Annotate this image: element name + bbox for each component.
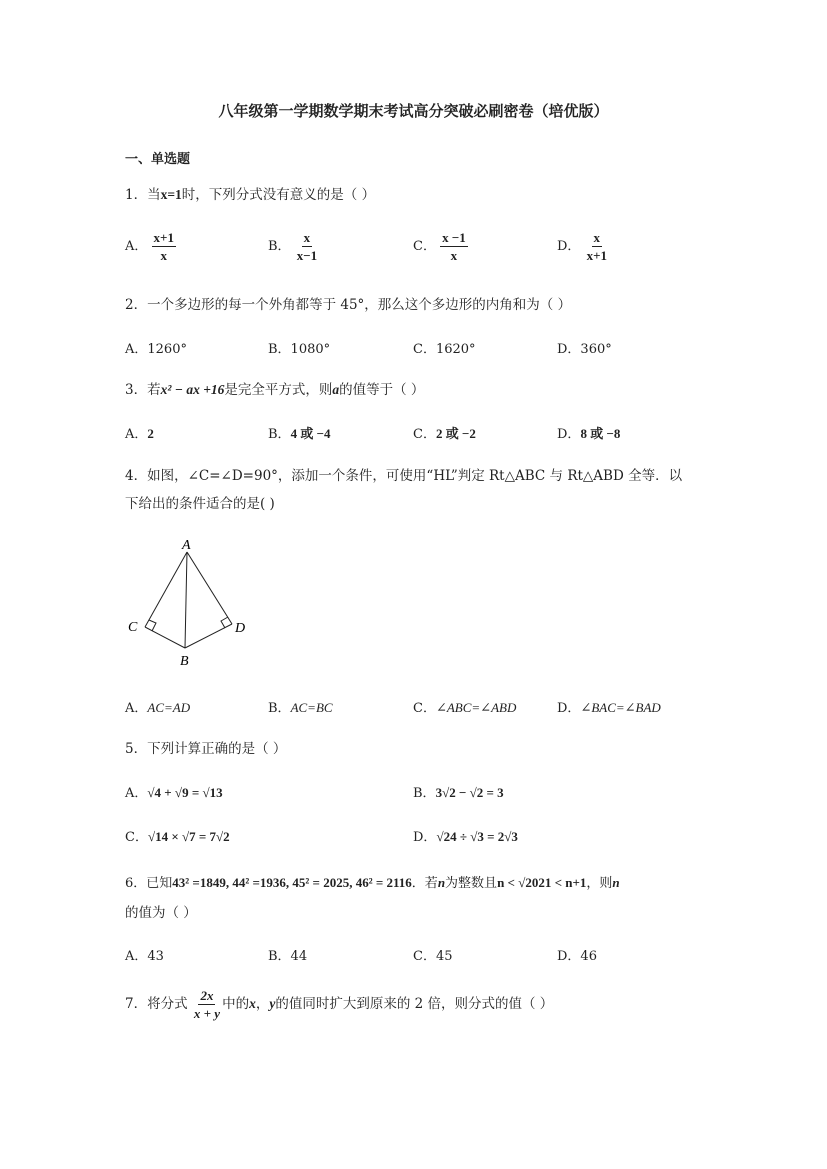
q4-option-a[interactable]: [125, 697, 190, 716]
q6-stem-var: n: [437, 875, 446, 890]
fraction: [152, 230, 176, 263]
q7-fraction: [192, 988, 222, 1021]
option-label: D．: [557, 427, 581, 442]
q7-var-x: x: [249, 996, 256, 1011]
q2-option-c[interactable]: C．1620°: [413, 342, 476, 357]
q4-option-d[interactable]: [557, 697, 661, 716]
question-6-line2: 的值为（ ）: [125, 905, 197, 921]
q6-option-c[interactable]: C．45: [413, 949, 453, 964]
option-label: D．: [413, 830, 437, 845]
option-label: D．: [557, 239, 581, 254]
question-7-stem: [125, 988, 553, 1021]
option-value: √14 × √7 = 7√2: [147, 829, 230, 844]
option-value: 8 或 −8: [580, 426, 621, 441]
option-value: AC=BC: [290, 700, 333, 715]
denominator: x+1: [586, 248, 607, 263]
fraction: [585, 230, 609, 263]
label-a: A: [182, 538, 191, 553]
q7-var-y: y: [269, 996, 276, 1011]
question-4-line1: 4．如图，∠C=∠D=90°，添加一个条件，可使用“HL”判定 Rt△ABC 与 Rt△ABD 全等．以: [125, 468, 683, 484]
q6-option-a[interactable]: A．43: [125, 949, 164, 964]
q7-stem-prefix: 7．将分式: [125, 996, 188, 1012]
q3-stem-var: a: [332, 382, 340, 397]
question-6-line1: [125, 872, 620, 891]
option-value: 3√2 − √2 = 3: [435, 785, 504, 800]
q3-stem-math: x² − ax +16: [160, 382, 225, 397]
q3-stem-mid: 是完全平方式，则: [224, 382, 333, 398]
q6-stem-inequality: n < √2021 < n+1: [497, 875, 587, 890]
q2-option-b[interactable]: B．1080°: [268, 342, 331, 357]
line-ac: [145, 552, 187, 627]
option-value: ∠ABC=∠ABD: [435, 700, 517, 715]
q1-stem-suffix: 时，下列分式没有意义的是（ ）: [181, 187, 376, 203]
q3-option-d[interactable]: [557, 423, 620, 442]
q6-option-b[interactable]: B．44: [268, 949, 308, 964]
option-label: A．: [125, 239, 148, 254]
option-label: C．: [413, 427, 436, 442]
q5-option-c[interactable]: [125, 826, 230, 845]
q3-stem-suffix: 的值等于（ ）: [339, 382, 425, 398]
option-value: ∠BAC=∠BAD: [580, 700, 661, 715]
q6-stem-math: 43² =1849, 44² =1936, 45² = 2025, 46² = 2116: [172, 875, 412, 890]
denominator: x + y: [193, 1006, 221, 1021]
q1-option-d[interactable]: [557, 230, 609, 263]
option-value: √4 + √9 = √13: [147, 785, 223, 800]
option-label: B．: [268, 239, 291, 254]
line-cb: [145, 627, 185, 648]
numerator: x: [303, 230, 311, 245]
option-label: A．: [125, 786, 148, 801]
q6-stem-mid3: ，则: [586, 876, 613, 891]
q6-stem-mid: ．若: [411, 876, 438, 891]
q2-option-d[interactable]: D．360°: [557, 342, 612, 357]
option-label: C．: [125, 830, 148, 845]
option-label: C．: [413, 701, 436, 716]
option-label: B．: [268, 427, 291, 442]
q5-option-a[interactable]: [125, 782, 223, 801]
label-c: C: [128, 620, 138, 635]
option-value: √24 ÷ √3 = 2√3: [436, 829, 518, 844]
q1-stem-math: x=1: [160, 187, 182, 202]
option-label: C．: [413, 239, 436, 254]
question-2-stem: 2．一个多边形的每一个外角都等于 45°，那么这个多边形的内角和为（ ）: [125, 297, 572, 313]
line-ab: [185, 552, 187, 648]
q5-option-b[interactable]: [413, 782, 504, 801]
denominator: x: [450, 248, 458, 263]
option-label: A．: [125, 427, 148, 442]
q6-stem-var2: n: [612, 875, 620, 890]
question-5-stem: 5．下列计算正确的是（ ）: [125, 741, 287, 757]
option-value: 2: [147, 426, 154, 441]
q1-option-b[interactable]: [268, 230, 319, 263]
option-label: D．: [557, 701, 581, 716]
q2-option-a[interactable]: A．1260°: [125, 342, 187, 357]
q1-stem-prefix: 1．当: [125, 187, 161, 203]
page-title: 八年级第一学期数学期末考试高分突破必刷密卷（培优版）: [218, 102, 609, 120]
line-ad: [187, 552, 232, 624]
option-label: A．: [125, 701, 148, 716]
question-3-stem: [125, 378, 424, 398]
q1-option-a[interactable]: [125, 230, 176, 263]
option-label: B．: [268, 701, 291, 716]
label-b: B: [180, 654, 189, 669]
fraction: [295, 230, 319, 263]
q6-stem-mid2: 为整数且: [445, 876, 498, 891]
option-label: B．: [413, 786, 436, 801]
section-heading: 一、单选题: [125, 152, 191, 167]
denominator: x: [160, 248, 167, 263]
q6-stem-prefix: 6．已知: [125, 876, 173, 891]
denominator: x−1: [296, 248, 318, 263]
question-4-line2: 下给出的条件适合的是( ): [125, 496, 275, 512]
triangle-figure: [120, 532, 260, 672]
q5-option-d[interactable]: [413, 826, 518, 845]
label-d: D: [235, 621, 246, 636]
q7-comma: ，: [255, 996, 270, 1012]
numerator: x: [593, 230, 601, 245]
numerator: x+1: [153, 230, 174, 245]
q1-option-c[interactable]: [413, 230, 468, 263]
q4-option-c[interactable]: [413, 697, 516, 716]
q3-stem-prefix: 3．若: [125, 382, 161, 398]
q6-option-d[interactable]: D．46: [557, 949, 597, 964]
question-1-stem: [125, 183, 375, 203]
q3-option-c[interactable]: [413, 423, 476, 442]
numerator: x −1: [442, 230, 466, 245]
q3-option-b[interactable]: [268, 423, 330, 442]
fraction: [440, 230, 468, 263]
option-value: AC=AD: [147, 700, 191, 715]
option-value: 4 或 −4: [290, 426, 331, 441]
q3-option-a[interactable]: [125, 423, 154, 442]
q7-stem-mid: 中的: [222, 996, 250, 1012]
option-value: 2 或 −2: [435, 426, 476, 441]
q4-option-b[interactable]: [268, 697, 333, 716]
q7-stem-suffix: 的值同时扩大到原来的 2 倍，则分式的值（ ）: [275, 996, 554, 1012]
numerator: 2x: [200, 988, 214, 1003]
